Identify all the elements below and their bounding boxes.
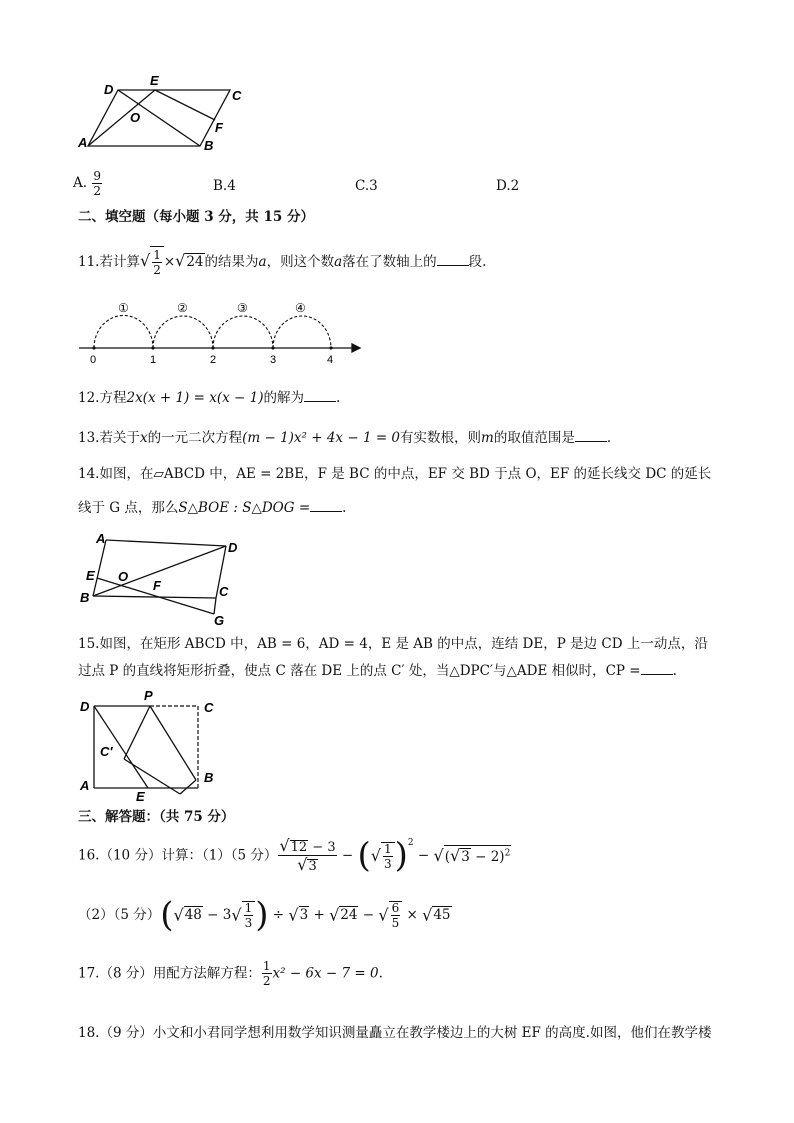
- figure-q10-parallelogram: [70, 70, 260, 155]
- q10-option-d[interactable]: D.2: [496, 178, 520, 194]
- q12-equation: 2x(x + 1) = x(x − 1): [126, 390, 264, 406]
- q11-sqrt-sign: √: [139, 251, 151, 270]
- q16-p1-num-radicand: 12: [290, 840, 308, 855]
- question-14-line-1: 14.如图，在▱ABCD 中，AE = 2BE，F 是 BC 的中点，EF 交 BD 于点 O，EF 的延长线交 DC 的延长: [78, 466, 712, 482]
- fig15-label-e: E: [136, 789, 145, 802]
- fig14-label-f: F: [153, 578, 161, 593]
- q15-line2-text: 过点 P 的直线将矩形折叠，使点 C 落在 DE 上的点 C′ 处，当△DPC′与△ADE 相似时，CP =: [78, 663, 641, 679]
- fig10-label-f: F: [215, 120, 223, 135]
- fig15-label-b: B: [204, 770, 214, 785]
- q10-option-a-den: 2: [93, 184, 101, 198]
- q16-p2-fnum2: 6: [391, 901, 400, 915]
- q14-line2-prefix: 线于 G 点，那么: [78, 500, 179, 516]
- q16-inner-num: 1: [383, 841, 392, 856]
- q11-fraction: [152, 249, 162, 276]
- q12-suffix: 的解为: [263, 390, 304, 406]
- q12-answer-blank[interactable]: [304, 389, 336, 402]
- q16-paren-open: (: [357, 835, 371, 876]
- q17-equation-tail: x² − 6x − 7 = 0: [272, 965, 379, 982]
- q11-frac-num: 1: [153, 248, 161, 262]
- q16-p2-fraction-2: [391, 902, 401, 929]
- q10-option-b[interactable]: B.4: [213, 178, 236, 194]
- q13-equation: (m − 1)x² + 4x − 1 = 0: [242, 430, 401, 446]
- q16-minus: −: [337, 847, 358, 864]
- q11-mid: 的结果为: [204, 254, 259, 270]
- q16-p2-radicand-4: 45: [433, 907, 451, 924]
- q16-p1-num-tail: − 3: [308, 840, 336, 855]
- fig15-label-d: D: [80, 699, 90, 714]
- question-15-line-2: [78, 662, 677, 679]
- q11-sqrt-sign2: √: [175, 251, 186, 270]
- q11-radicand: 24: [186, 254, 204, 270]
- numberline-segment-1: ①: [118, 301, 129, 315]
- q16-p2-paren-open: (: [160, 895, 174, 935]
- numberline-segment-4: ④: [295, 301, 306, 315]
- q16-p2-paren-close: ): [255, 895, 269, 935]
- section3-title: 三、解答题：（共 75 分）: [78, 809, 235, 825]
- fig10-label-o: O: [130, 110, 141, 125]
- fig14-label-o: O: [118, 569, 129, 584]
- fig14-label-a: A: [96, 531, 106, 546]
- q16-outer-square: 2: [504, 848, 511, 859]
- numberline-segment-3: ③: [237, 301, 248, 315]
- q14-ratio: S△BOE : S△DOG =: [178, 500, 311, 516]
- fig14-label-e: E: [86, 568, 95, 583]
- fig10-label-a: A: [78, 135, 88, 150]
- q11-end: 段.: [468, 254, 487, 270]
- q13-suffix: 的取值范围是: [493, 430, 575, 446]
- fig10-label-c: C: [232, 88, 242, 103]
- fig10-label-e: E: [150, 73, 159, 88]
- figure-q14-parallelogram: [76, 528, 252, 628]
- numberline-tick-0: 0: [90, 354, 97, 366]
- question-16-part-2: （2）（5 分）(√48 − 3√ $\frac{1}{3}$ ) ÷ √3 + √24 − √ $\frac{6}{5}$ × √45: [78, 895, 451, 935]
- fig14-label-b: B: [80, 590, 90, 605]
- question-12: [78, 389, 340, 406]
- q11-var2: a: [334, 254, 343, 270]
- q10-option-a-fraction: [92, 170, 102, 197]
- q11-answer-blank[interactable]: [437, 253, 469, 266]
- q13-var: x: [139, 430, 148, 446]
- numberline-segment-2: ②: [177, 301, 188, 315]
- q17-fraction: [262, 960, 272, 987]
- q16-p2-fnum: 1: [244, 901, 253, 915]
- q16-p2-fden: 3: [244, 916, 253, 930]
- question-13: [78, 429, 611, 446]
- q12-prefix: 12.方程: [78, 390, 127, 406]
- number-line-figure: [74, 298, 369, 366]
- q12-end: .: [335, 390, 341, 406]
- q17-den: 2: [262, 974, 271, 988]
- fig15-label-c-prime: C′: [100, 744, 113, 759]
- q16-p2-radicand-1: 48: [184, 907, 202, 924]
- fig15-label-p: P: [144, 688, 153, 703]
- q10-option-a[interactable]: [73, 170, 103, 197]
- q17-prefix: 17.（8 分）用配方法解方程：: [78, 965, 261, 982]
- question-18: 18.（9 分）小文和小君同学想利用数学知识测量矗立在教学楼边上的大树 EF 的高度.如图，他们在教学楼: [78, 1025, 712, 1041]
- q16-p1-den-radicand: 3: [308, 859, 317, 874]
- q16-prefix: 16.（10 分）计算：（1）（5 分）: [78, 847, 278, 864]
- fig14-label-g: G: [214, 613, 225, 628]
- fig15-label-a: A: [80, 778, 90, 793]
- q11-times: ×: [163, 254, 176, 270]
- q11-prefix: 11.若计算: [78, 254, 140, 270]
- question-14-line-2: [78, 499, 346, 516]
- numberline-tick-4: 4: [327, 354, 334, 366]
- q15-end: .: [672, 663, 677, 679]
- q11-frac-den: 2: [153, 263, 161, 277]
- q10-option-c[interactable]: C.3: [355, 178, 378, 194]
- question-17: [78, 960, 383, 990]
- fig14-label-c: C: [219, 584, 229, 599]
- q15-answer-blank[interactable]: [641, 662, 673, 675]
- q13-mid: 的一元二次方程: [147, 430, 243, 446]
- q11-mid2: ，则这个数: [266, 254, 335, 270]
- fig15-label-c: C: [204, 700, 214, 715]
- q17-end: .: [378, 965, 383, 982]
- numberline-tick-3: 3: [270, 354, 277, 366]
- q16-p2-fden2: 5: [391, 916, 400, 930]
- question-15-line-1: 15.如图，在矩形 ABCD 中，AB = 6，AD = 4，E 是 AB 的中点，连结 DE，P 是边 CD 上一动点，沿: [78, 636, 708, 652]
- q13-end: .: [606, 430, 612, 446]
- q16-inner-fraction: [383, 843, 393, 870]
- fig10-label-b: B: [204, 138, 214, 153]
- q13-answer-blank[interactable]: [575, 429, 607, 442]
- section2-title: 二、填空题（每小题 3 分，共 15 分）: [78, 209, 314, 225]
- figure-q15-rectangle-fold: [76, 684, 226, 802]
- q16-p1-denominator: √3: [297, 855, 317, 874]
- q13-var2: m: [481, 430, 494, 446]
- q10-option-a-num: 9: [93, 169, 101, 183]
- q14-end: .: [342, 500, 347, 516]
- q11-var: a: [258, 254, 267, 270]
- q16-inner-den: 3: [383, 856, 392, 871]
- q16-part2-prefix: （2）（5 分）: [78, 906, 161, 923]
- q16-outer-tail: − 2: [470, 849, 500, 866]
- q16-p2-minus: −: [358, 906, 379, 923]
- question-16-part-1: 16.（10 分）计算：（1）（5 分） $\frac{√12 - 3}{√3}$ − (√ $\frac{1}{3}$ )$^2 - √(√3 - 2)^2$: [78, 835, 511, 876]
- q16-p2-fraction: [244, 902, 254, 929]
- numberline-tick-2: 2: [210, 354, 217, 366]
- fig10-label-d: D: [104, 82, 114, 97]
- q16-minus2: −: [413, 847, 434, 864]
- fig14-label-d: D: [228, 540, 238, 555]
- q11-suffix: 落在了数轴上的: [342, 254, 437, 270]
- q16-p2-radicand-2: 3: [299, 907, 309, 924]
- q10-options: [73, 166, 773, 202]
- q10-option-a-prefix: A.: [73, 175, 88, 191]
- q16-square: 2: [407, 838, 414, 848]
- question-11: [78, 246, 486, 276]
- q16-p2-times: ×: [402, 906, 423, 923]
- q16-p1-fraction: [278, 838, 336, 873]
- q16-outer-radicand: 3: [461, 849, 470, 866]
- numberline-tick-1: 1: [150, 354, 157, 366]
- q16-p2-mid: − 3: [202, 906, 232, 923]
- q16-p2-div: ÷: [268, 906, 289, 923]
- q16-p2-plus: +: [309, 906, 330, 923]
- q13-mid2: 有实数根，则: [400, 430, 482, 446]
- q17-num: 1: [262, 959, 271, 973]
- q16-paren-close: ): [394, 835, 408, 876]
- q16-p1-numerator: √12 − 3: [279, 836, 336, 855]
- q13-prefix: 13.若关于: [78, 430, 140, 446]
- q16-p2-radicand-3: 24: [340, 907, 358, 924]
- q14-answer-blank[interactable]: [310, 499, 342, 512]
